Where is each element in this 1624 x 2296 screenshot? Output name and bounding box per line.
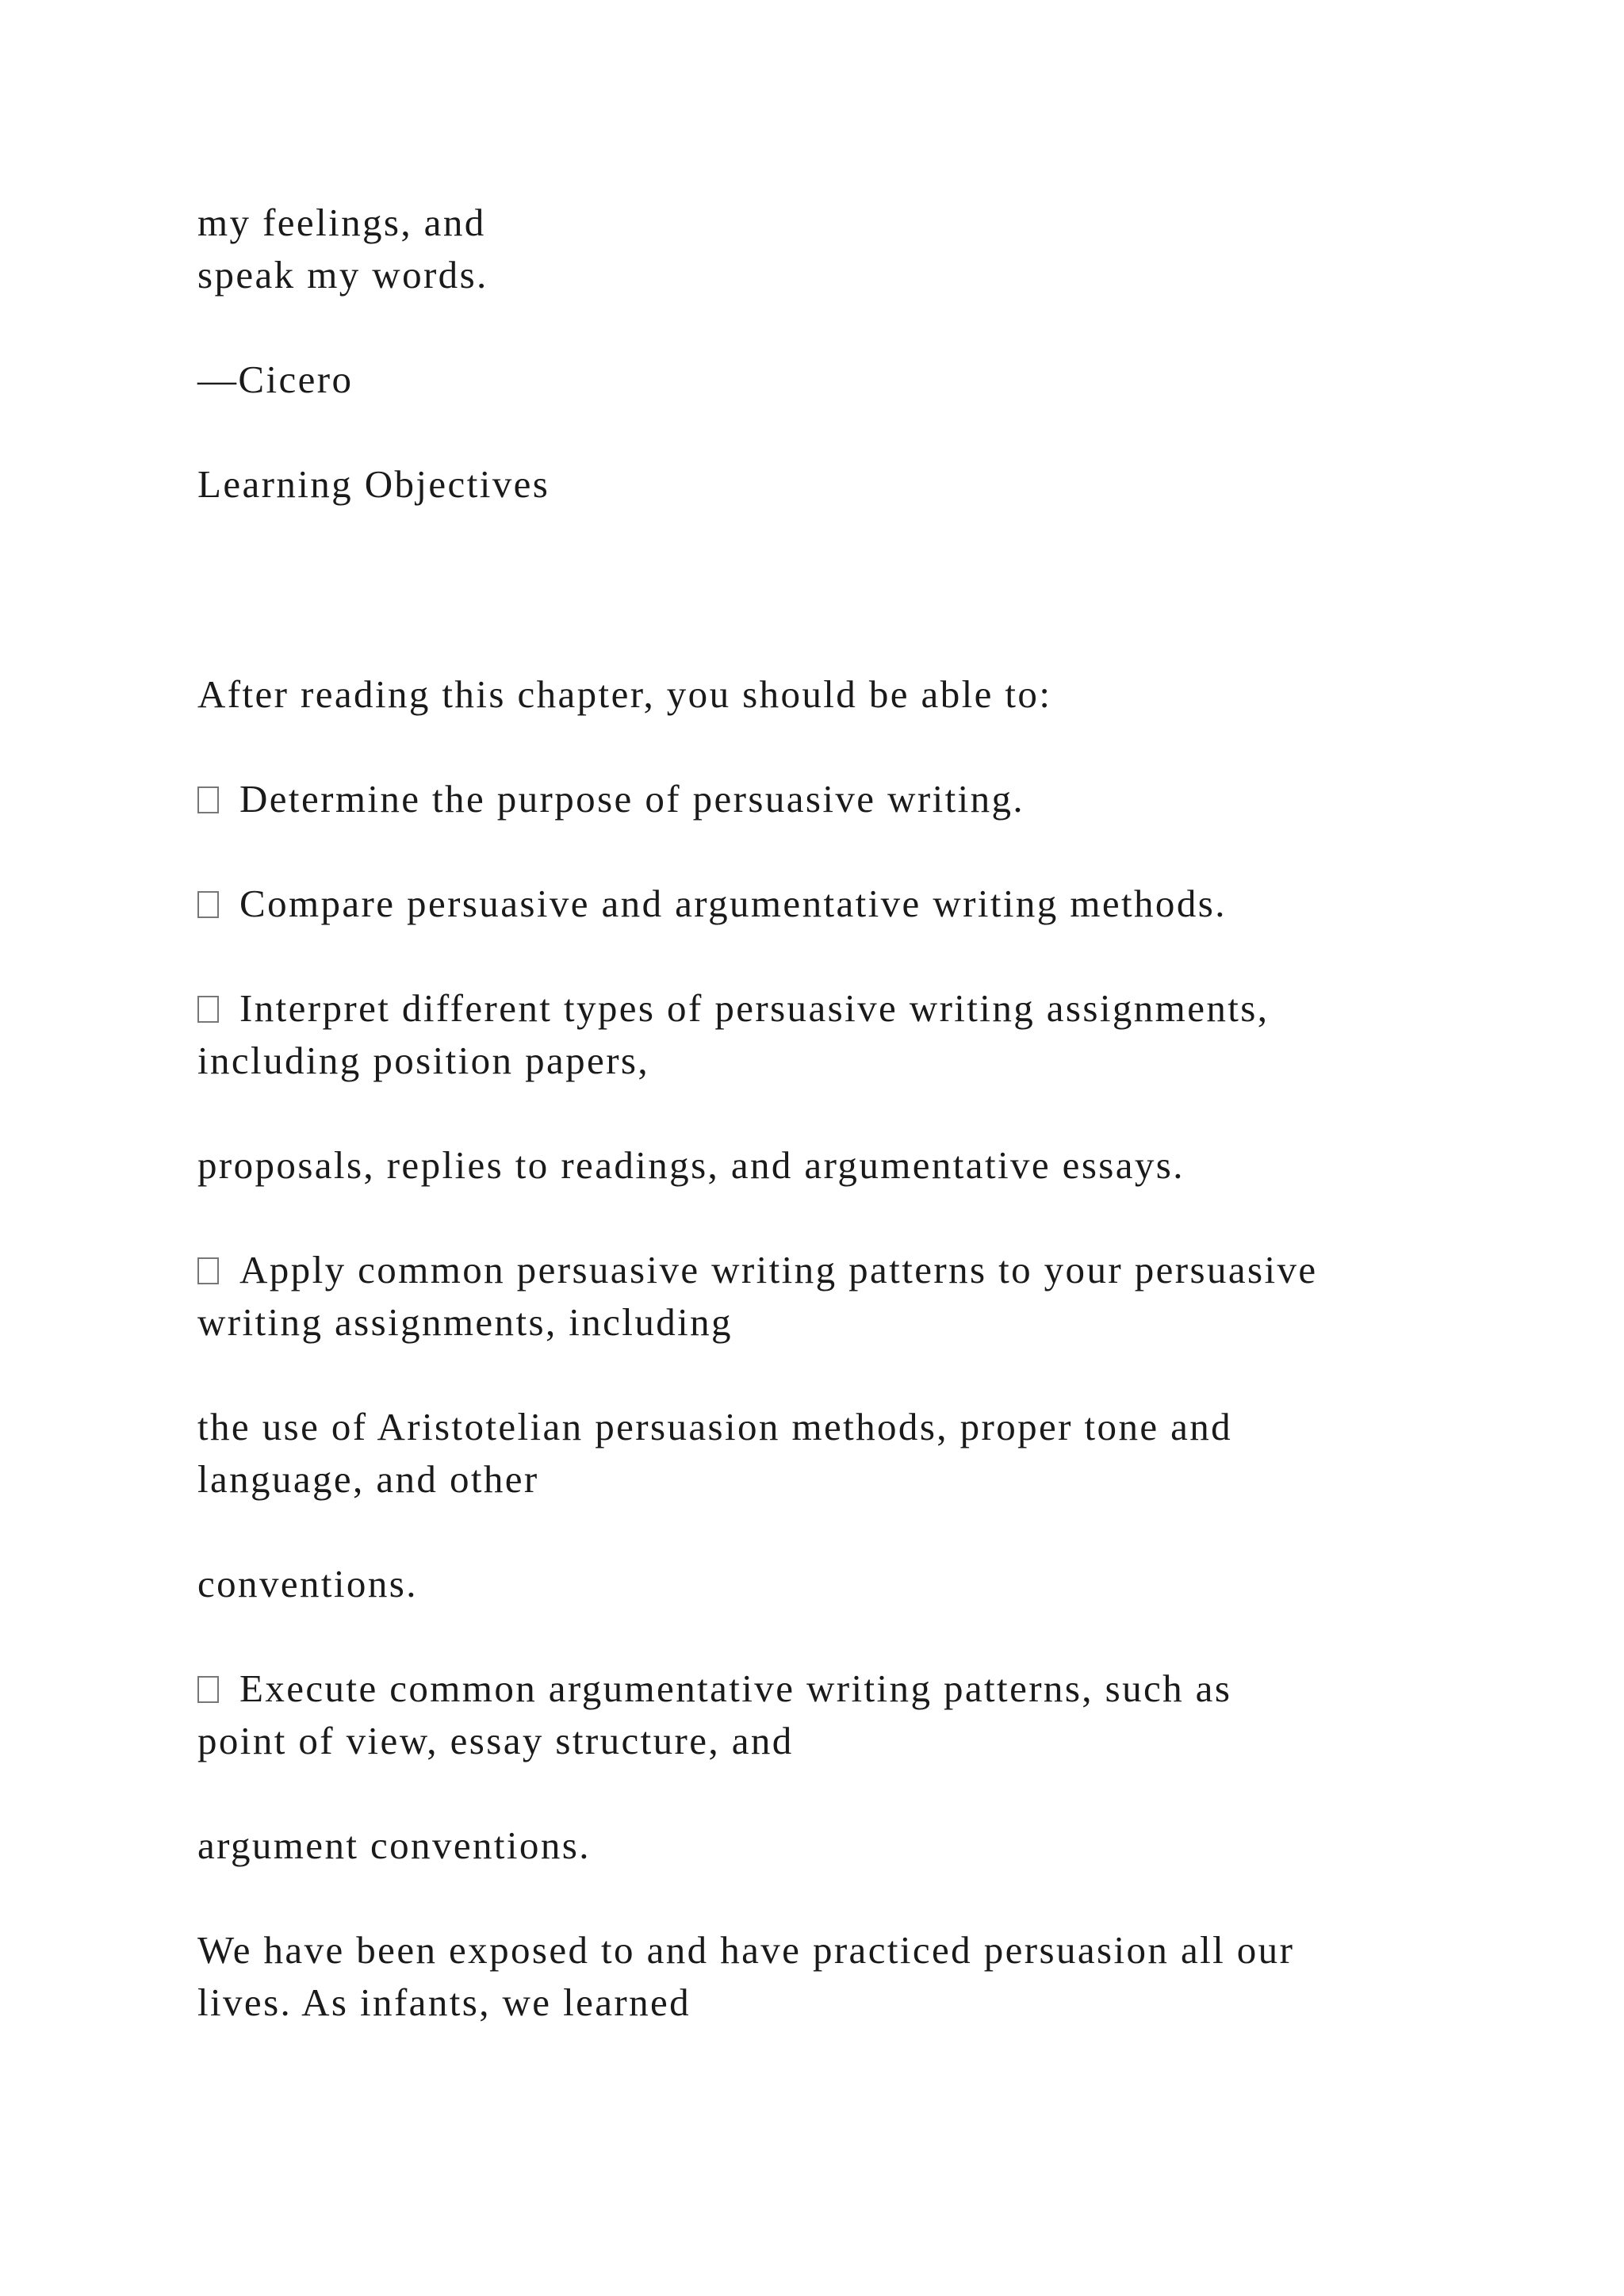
bullet-placeholder-icon (197, 996, 219, 1023)
objective-5-continuation: argument conventions. (197, 1823, 591, 1867)
quote-attribution: —Cicero (197, 358, 354, 401)
quote-line-2: speak my words. (197, 253, 488, 297)
bullet-placeholder-icon (197, 786, 219, 813)
objective-3 (197, 982, 1269, 1035)
objective-text: Interpret different types of persuasive writing assignments, (239, 986, 1270, 1030)
objective-3-continuation: including position papers, (197, 1039, 650, 1082)
objective-5 (197, 1663, 1231, 1715)
objective-5-continuation: point of view, essay structure, and (197, 1719, 794, 1762)
objective-1 (197, 773, 1025, 825)
intro-text: After reading this chapter, you should be able to: (197, 672, 1052, 716)
section-heading: Learning Objectives (197, 462, 550, 506)
objective-2 (197, 878, 1227, 930)
closing-paragraph-line-1: We have been exposed to and have practiced persuasion all our (197, 1928, 1295, 1972)
objective-text: Compare persuasive and argumentative writing methods. (239, 882, 1227, 925)
closing-paragraph-line-2: lives. As infants, we learned (197, 1980, 691, 2024)
objective-4-continuation: writing assignments, including (197, 1300, 733, 1344)
objective-text: Apply common persuasive writing patterns to your persuasive (239, 1248, 1318, 1292)
objective-text: Execute common argumentative writing patterns, such as (239, 1667, 1232, 1710)
objective-3-continuation: proposals, replies to readings, and argumentative essays. (197, 1143, 1185, 1187)
bullet-placeholder-icon (197, 1257, 219, 1284)
objective-4 (197, 1244, 1318, 1296)
objective-text: Determine the purpose of persuasive writing. (239, 777, 1025, 821)
objective-4-continuation: conventions. (197, 1562, 418, 1605)
objective-4-continuation: language, and other (197, 1457, 539, 1501)
bullet-placeholder-icon (197, 1676, 219, 1703)
bullet-placeholder-icon (197, 891, 219, 918)
quote-line-1: my feelings, and (197, 201, 486, 244)
objective-4-continuation: the use of Aristotelian persuasion methods, proper tone and (197, 1405, 1233, 1448)
